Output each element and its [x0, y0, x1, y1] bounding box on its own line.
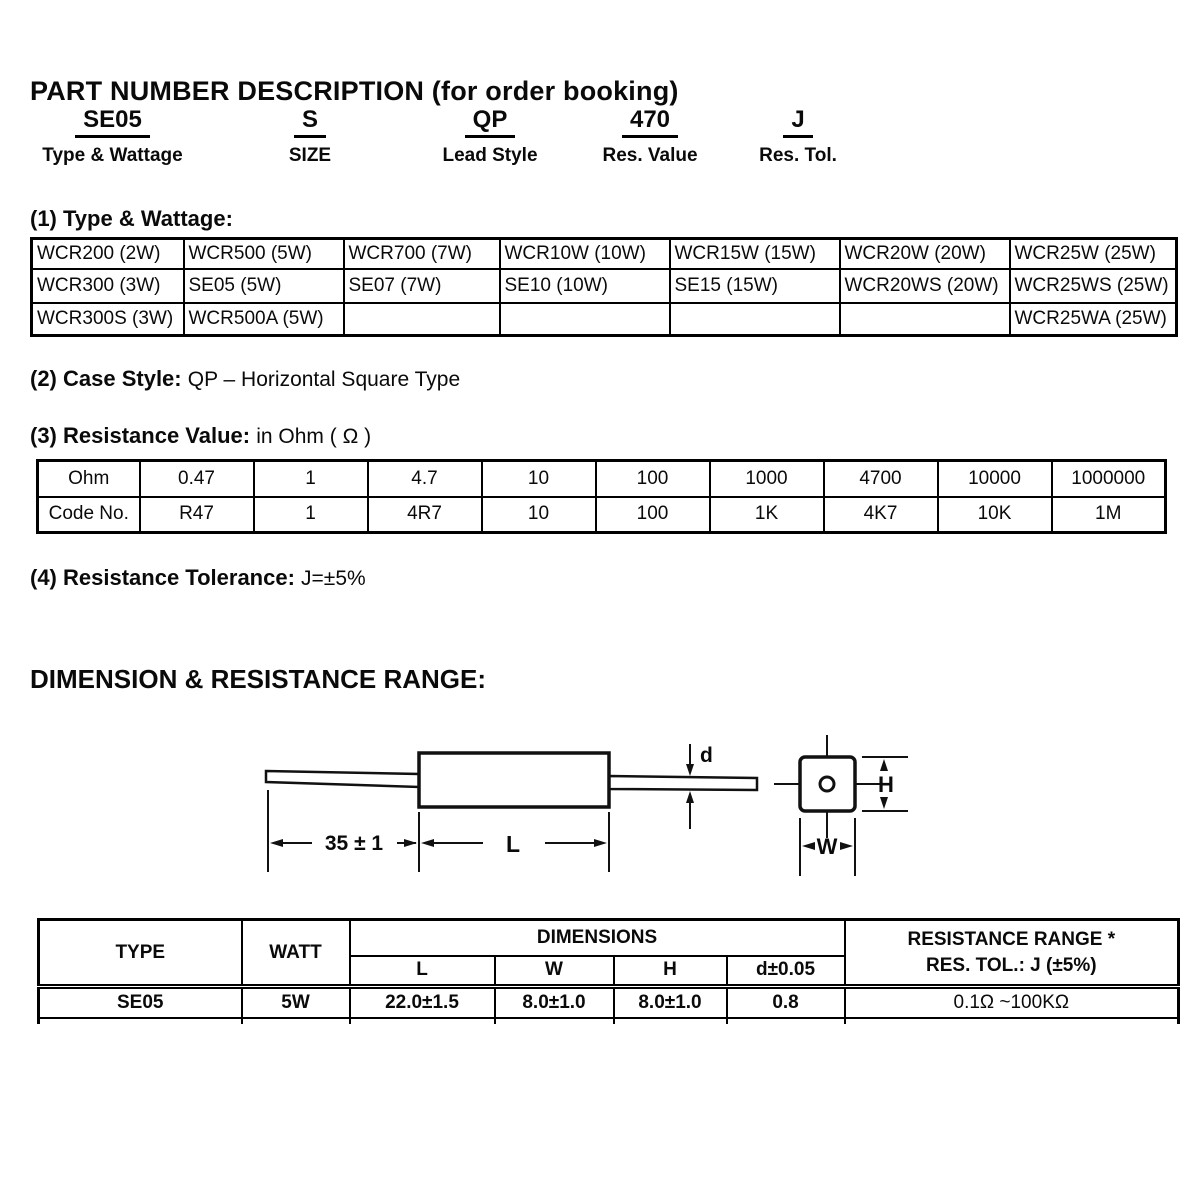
- table-cell: 5W: [242, 987, 350, 1019]
- table-row: [32, 239, 1177, 269]
- table-cell: 100: [596, 461, 710, 497]
- table-cell: 4R7: [368, 497, 482, 533]
- type-wattage-table: [30, 237, 1178, 337]
- table-cell: Code No.: [38, 497, 140, 533]
- table-cell: 0.8: [727, 987, 845, 1019]
- heading-text: (1) Type & Wattage:: [30, 206, 233, 231]
- table-cell: 0.1Ω ~100KΩ: [845, 987, 1179, 1019]
- part-code-column: [250, 108, 370, 167]
- arrow-up-icon: [686, 791, 694, 803]
- table-cell: WCR200 (2W): [32, 239, 184, 269]
- lead-hole: [820, 777, 834, 791]
- arrow-up-icon: [880, 759, 888, 771]
- table-cell: 1000000: [1052, 461, 1166, 497]
- page-title: PART NUMBER DESCRIPTION (for order booking): [30, 76, 679, 106]
- heading-text: (3) Resistance Value:: [30, 423, 251, 448]
- resistance-range-line1: RESISTANCE RANGE *: [907, 928, 1116, 950]
- part-code-column: [20, 108, 205, 167]
- table-cell: 10: [482, 497, 596, 533]
- resistor-left-lead: [266, 771, 419, 787]
- arrow-left-icon: [270, 839, 283, 847]
- section-heading-resistance-value: [30, 423, 371, 449]
- body-length-label: L: [505, 831, 521, 857]
- table-cell: WCR25W (25W): [1010, 239, 1177, 269]
- table-cell: SE10 (10W): [500, 269, 670, 303]
- part-code: J: [783, 108, 812, 138]
- table-cell: 8.0±1.0: [495, 987, 614, 1019]
- column-header: H: [614, 956, 727, 987]
- part-code: SE05: [75, 108, 150, 138]
- table-cell: WCR20WS (20W): [840, 269, 1010, 303]
- column-header: L: [350, 956, 495, 987]
- arrow-down-icon: [686, 764, 694, 776]
- table-row-partial: [39, 1018, 1179, 1024]
- arrow-left-icon: [421, 839, 434, 847]
- column-header: WATT: [242, 920, 350, 987]
- table-cell: R47: [140, 497, 254, 533]
- resistor-right-lead: [609, 776, 757, 790]
- table-cell: 1: [254, 461, 368, 497]
- table-cell: SE05 (5W): [184, 269, 344, 303]
- table-cell: SE07 (7W): [344, 269, 500, 303]
- table-cell: 1M: [1052, 497, 1166, 533]
- column-header: W: [495, 956, 614, 987]
- part-code-label: Type & Wattage: [42, 145, 183, 166]
- arrow-down-icon: [880, 797, 888, 809]
- resistor-body: [419, 753, 609, 807]
- table-cell: 1K: [710, 497, 824, 533]
- dimension-diagram: [230, 700, 970, 905]
- table-row: [38, 497, 1166, 533]
- table-cell: WCR500 (5W): [184, 239, 344, 269]
- section-heading-resistance-tolerance: [30, 565, 366, 591]
- heading-value: J=±5%: [301, 567, 366, 590]
- table-cell: 22.0±1.5: [350, 987, 495, 1019]
- part-code-label: Res. Tol.: [759, 145, 837, 166]
- part-code-label: Lead Style: [442, 145, 538, 166]
- table-cell: WCR700 (7W): [344, 239, 500, 269]
- part-code: S: [294, 108, 326, 138]
- part-code-column: [733, 108, 863, 167]
- width-label: W: [816, 834, 838, 859]
- height-label: H: [878, 772, 894, 797]
- resistance-range-line2: RES. TOL.: J (±5%): [926, 954, 1097, 976]
- column-header: [845, 920, 1179, 987]
- table-cell: WCR10W (10W): [500, 239, 670, 269]
- part-code-column: [575, 108, 725, 167]
- table-cell: WCR25WA (25W): [1010, 303, 1177, 336]
- table-row: [32, 303, 1177, 336]
- part-code-label: SIZE: [288, 145, 332, 166]
- table-cell: SE15 (15W): [670, 269, 840, 303]
- heading-value: in Ohm ( Ω ): [256, 425, 372, 448]
- dimension-table: [37, 918, 1180, 1024]
- arrow-right-icon: [840, 842, 853, 850]
- table-cell: WCR25WS (25W): [1010, 269, 1177, 303]
- heading-text: (2) Case Style:: [30, 366, 182, 391]
- part-code-label: Res. Value: [602, 145, 698, 166]
- table-row: [38, 461, 1166, 497]
- table-cell: 1: [254, 497, 368, 533]
- table-row: [32, 269, 1177, 303]
- arrow-left-icon: [802, 842, 815, 850]
- section-heading-type-wattage: [30, 206, 233, 232]
- table-cell: WCR20W (20W): [840, 239, 1010, 269]
- section-heading-case-style: [30, 366, 460, 392]
- table-cell: 10: [482, 461, 596, 497]
- part-code: QP: [465, 108, 516, 138]
- section-heading-dimension-range: DIMENSION & RESISTANCE RANGE:: [30, 664, 486, 694]
- table-cell: 10K: [938, 497, 1052, 533]
- part-number-breakdown: [0, 108, 1200, 170]
- heading-text: (4) Resistance Tolerance:: [30, 565, 295, 590]
- resistance-value-table: [36, 459, 1167, 534]
- table-cell: 0.47: [140, 461, 254, 497]
- arrow-right-icon: [404, 839, 417, 847]
- part-code-column: [415, 108, 565, 167]
- table-cell: SE05: [39, 987, 242, 1019]
- column-header: DIMENSIONS: [350, 920, 845, 956]
- lead-diameter-label: d: [700, 744, 713, 767]
- table-cell: [670, 303, 840, 336]
- table-cell: 4700: [824, 461, 938, 497]
- cross-section-view: [774, 735, 882, 838]
- table-cell: WCR300S (3W): [32, 303, 184, 336]
- table-cell: [344, 303, 500, 336]
- column-header: d±0.05: [727, 956, 845, 987]
- heading-value: QP – Horizontal Square Type: [187, 368, 461, 391]
- table-header-row: [39, 920, 1179, 956]
- table-cell: 10000: [938, 461, 1052, 497]
- table-cell: Ohm: [38, 461, 140, 497]
- table-cell: 8.0±1.0: [614, 987, 727, 1019]
- table-cell: WCR15W (15W): [670, 239, 840, 269]
- table-cell: [500, 303, 670, 336]
- table-cell: 4.7: [368, 461, 482, 497]
- table-cell: WCR500A (5W): [184, 303, 344, 336]
- arrow-right-icon: [594, 839, 607, 847]
- table-cell: 100: [596, 497, 710, 533]
- table-cell: [840, 303, 1010, 336]
- table-cell: 1000: [710, 461, 824, 497]
- table-cell: WCR300 (3W): [32, 269, 184, 303]
- table-cell: 4K7: [824, 497, 938, 533]
- table-row: [39, 987, 1179, 1019]
- column-header: TYPE: [39, 920, 242, 987]
- lead-spacing-label: 35 ± 1: [324, 832, 384, 855]
- part-code: 470: [622, 108, 678, 138]
